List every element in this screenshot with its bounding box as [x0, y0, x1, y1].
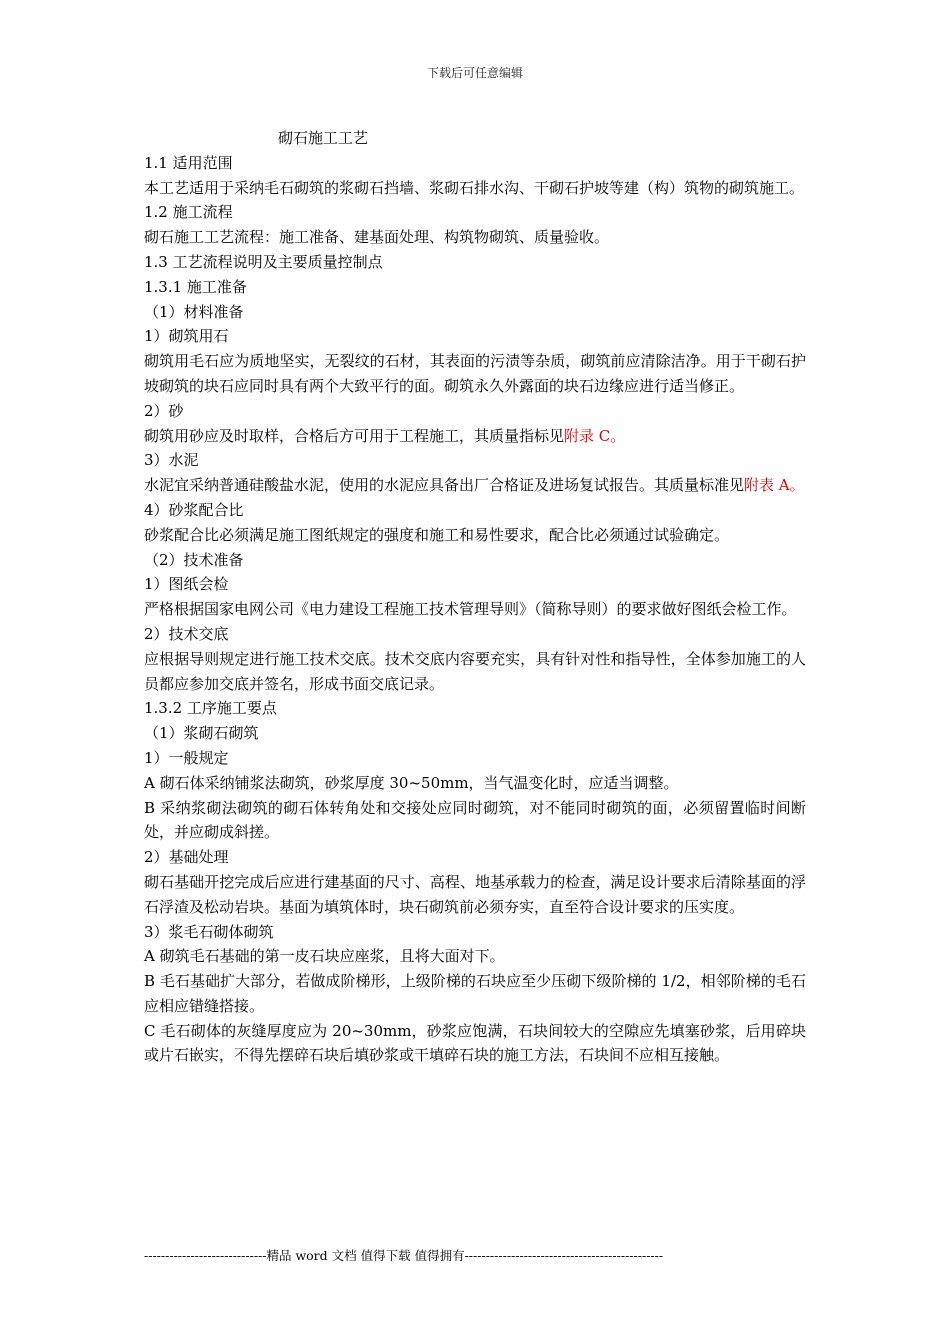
- item-heading: 4）砂浆配合比: [144, 500, 244, 519]
- sand-paragraph: [144, 424, 806, 449]
- paragraph: 砂浆配合比必须满足施工图纸规定的强度和施工和易性要求，配合比必须通过试验确定。: [144, 525, 730, 544]
- item-heading: （2）技术准备: [144, 550, 244, 569]
- paragraph: B 采纳浆砌法砌筑的砌石体转角处和交接处应同时砌筑，对不能同时砌筑的面，必须留置临时间断处，并应砌成斜搓。: [144, 798, 806, 842]
- item-heading: （1）浆砌石砌筑: [144, 724, 259, 743]
- item-heading: 3）浆毛石砌体砌筑: [144, 922, 274, 941]
- paragraph: 应根据导则规定进行施工技术交底。技术交底内容要充实，具有针对性和指导性，全体参加施工的人员都应参加交底并签名，形成书面交底记录。: [144, 649, 806, 693]
- item-heading: 2）砂: [144, 401, 184, 420]
- item-heading: 2）基础处理: [144, 848, 229, 867]
- page-header: 下载后可任意编辑: [426, 66, 523, 80]
- section-heading: 1.1 适用范围: [144, 153, 233, 172]
- subsection-heading: 1.3.2 工序施工要点: [144, 699, 277, 718]
- paragraph: 砌筑用毛石应为质地坚实，无裂纹的石材，其表面的污渍等杂质，砌筑前应清除洁净。用于干砌石护坡砌筑的块石应同时具有两个大致平行的面。砌筑永久外露面的块石边缘应进行适当修正。: [144, 352, 806, 395]
- item-heading: （1）材料准备: [144, 302, 244, 321]
- paragraph: C 毛石砌体的灰缝厚度应为 20~30mm，砂浆应饱满，石块间较大的空隙应先填塞砂浆，后用碎块或片石嵌实，不得先摆碎石块后填砂浆或干填碎石块的施工方法，石块间不应相互接触。: [144, 1021, 806, 1065]
- document-title: 砌石施工工艺: [278, 129, 369, 147]
- paragraph: 本工艺适用于采纳毛石砌筑的浆砌石挡墙、浆砌石排水沟、干砌石护坡等建（构）筑物的砌筑施工。: [144, 178, 805, 197]
- section-heading: 1.2 施工流程: [144, 203, 233, 222]
- item-heading: 1）砌筑用石: [144, 327, 229, 346]
- item-heading: 1）一般规定: [144, 748, 229, 767]
- paragraph: B 毛石基础扩大部分，若做成阶梯形，上级阶梯的石块应至少压砌下级阶梯的 1/2，相邻阶梯的毛石应相应错缝搭接。: [144, 972, 806, 1015]
- subsection-heading: 1.3.1 施工准备: [144, 277, 247, 296]
- sand-text: 砌筑用砂应及时取样，合格后方可用于工程施工，其质量指标见: [144, 426, 565, 445]
- paragraph: 砌石施工工艺流程：施工准备、建基面处理、构筑物砌筑、质量验收。: [144, 228, 610, 247]
- item-heading: 1）图纸会检: [144, 575, 229, 594]
- item-heading: 2）技术交底: [144, 624, 229, 643]
- section-heading: 1.3 工艺流程说明及主要质量控制点: [144, 252, 383, 271]
- table-a-link[interactable]: 附表 A。: [744, 476, 805, 495]
- document-body: [144, 126, 806, 1068]
- paragraph: 严格根据国家电网公司《电力建设工程施工技术管理导则》（简称导则）的要求做好图纸会检工作。: [144, 600, 797, 619]
- cement-paragraph: [144, 473, 806, 498]
- paragraph: A 砌筑毛石基础的第一皮石块应座浆，且将大面对下。: [144, 947, 505, 966]
- item-heading: 3）水泥: [144, 451, 199, 470]
- paragraph: 砌石基础开挖完成后应进行建基面的尺寸、高程、地基承载力的检查，满足设计要求后清除基面的浮石浮渣及松动岩块。基面为填筑体时，块石砌筑前必须夯实，直至符合设计要求的压实度。: [144, 872, 806, 916]
- cement-text: 水泥宜采纳普通硅酸盐水泥，使用的水泥应具备出厂合格证及进场复试报告。其质量标准见: [144, 476, 745, 495]
- appendix-c-link[interactable]: 附录 C。: [564, 426, 626, 445]
- page-footer: -----------------------------精品 word 文档 值得下载 值得拥有-----------------------------------------------: [144, 1248, 664, 1263]
- paragraph: A 砌石体采纳铺浆法砌筑，砂浆厚度 30~50mm，当气温变化时，应适当调整。: [144, 773, 679, 792]
